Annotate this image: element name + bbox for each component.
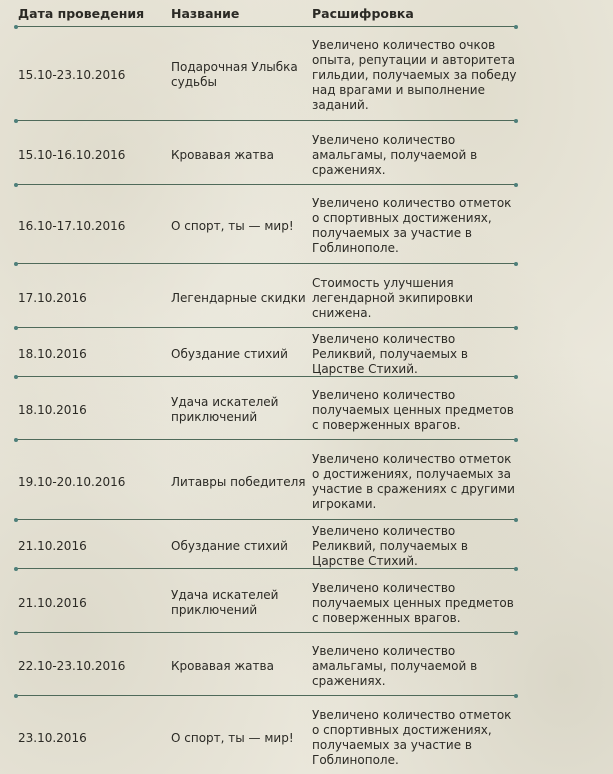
event-name: Удача искателей приключений [171, 588, 279, 617]
event-description: Увеличено количество Реликвий, получаемых в Царстве Стихий. [312, 523, 468, 568]
table-row [0, 637, 613, 695]
row-divider [16, 120, 516, 121]
event-name: Кровавая жатва [171, 147, 274, 162]
event-name: Литавры победителя [171, 474, 306, 489]
event-name: Обуздание стихий [171, 346, 288, 361]
event-description: Увеличено количество амальгамы, получаемой в сражениях. [312, 643, 478, 688]
table-row [0, 524, 613, 568]
event-name: О спорт, ты — мир! [171, 730, 294, 745]
table-row [0, 381, 613, 439]
event-date: 21.10.2016 [18, 538, 87, 553]
event-date: 15.10-16.10.2016 [18, 147, 126, 162]
event-description: Увеличено количество очков опыта, репутации и авторитета гильдии, получаемых за победу над врагами и выполнение заданий. [312, 37, 517, 112]
event-date: 21.10.2016 [18, 595, 87, 610]
event-name: Кровавая жатва [171, 658, 274, 673]
table-row [0, 702, 613, 774]
event-description: Стоимость улучшения легендарной экипировки снижена. [312, 275, 474, 320]
row-divider [16, 568, 516, 569]
row-divider [16, 263, 516, 264]
table-row [0, 126, 613, 184]
table-header [0, 0, 613, 26]
header-desc: Расшифровка [312, 5, 414, 21]
event-date: 18.10.2016 [18, 346, 87, 361]
row-divider [16, 632, 516, 633]
event-name: Легендарные скидки [171, 290, 306, 305]
header-date: Дата проведения [18, 5, 145, 21]
row-divider [16, 26, 516, 27]
event-description: Увеличено количество амальгамы, получаемой в сражениях. [312, 132, 478, 177]
event-description: Увеличено количество получаемых ценных предметов с поверженных врагов. [312, 387, 514, 432]
event-date: 22.10-23.10.2016 [18, 658, 126, 673]
event-name: Удача искателей приключений [171, 395, 279, 424]
table-row [0, 269, 613, 327]
event-date: 18.10.2016 [18, 402, 87, 417]
row-divider [16, 327, 516, 328]
event-date: 19.10-20.10.2016 [18, 474, 126, 489]
table-row [0, 30, 613, 120]
event-name: О спорт, ты — мир! [171, 218, 294, 233]
header-name: Название [171, 5, 240, 21]
event-date: 23.10.2016 [18, 730, 87, 745]
event-description: Увеличено количество отметок о спортивных достижениях, получаемых за участие в Гоблинополе. [312, 708, 512, 767]
table-row [0, 332, 613, 376]
event-date: 15.10-23.10.2016 [18, 67, 126, 82]
row-divider [16, 519, 516, 520]
table-row [0, 445, 613, 519]
table-row [0, 189, 613, 263]
row-divider [16, 184, 516, 185]
event-date: 16.10-17.10.2016 [18, 218, 126, 233]
row-divider [16, 376, 516, 377]
table-row [0, 574, 613, 632]
event-date: 17.10.2016 [18, 290, 87, 305]
event-description: Увеличено количество получаемых ценных предметов с поверженных врагов. [312, 580, 514, 625]
event-description: Увеличено количество Реликвий, получаемых в Царстве Стихий. [312, 331, 468, 376]
row-divider [16, 439, 516, 440]
event-description: Увеличено количество отметок о достижениях, получаемых за участие в сражениях с другими игроками. [312, 452, 515, 511]
event-name: Подарочная Улыбка судьбы [171, 60, 298, 89]
event-name: Обуздание стихий [171, 538, 288, 553]
row-divider [16, 695, 516, 696]
event-description: Увеличено количество отметок о спортивных достижениях, получаемых за участие в Гоблинополе. [312, 196, 512, 255]
